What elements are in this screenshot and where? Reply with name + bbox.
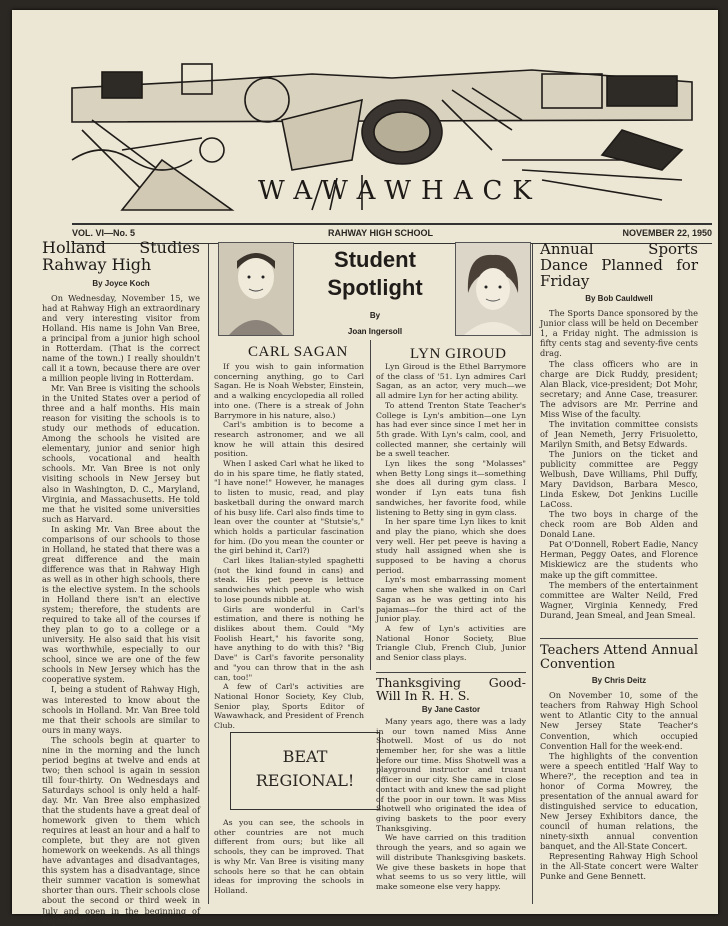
spotlight-by: By: [369, 311, 381, 320]
paragraph: On November 10, some of the teachers from Rahway High School went to Atlantic City to the annual New Jersey State Teacher's Convention, which occupied Convention Hall for the week-end.: [540, 690, 698, 751]
paragraph: Lyn's most embarrassing moment came when she walked in on Carl Sagan as he was getting into his pajamas—for the third act of the Junior play.: [376, 575, 526, 624]
paragraph: Many years ago, there was a lady in our town named Miss Anne Shotwell. Most of us do not remember her, for she was a little before our time. Miss Shotwell was a playground instructor and truant officer in our city. She came in close contact with and knew the sad plight of the poor in our town. It was Miss Shotwell who originated the idea of giving baskets to the poor every Thanksgiving.: [376, 716, 526, 833]
beat-line2: REGIONAL!: [255, 771, 355, 790]
article-lyn: [376, 362, 526, 663]
article-holland: [42, 238, 200, 926]
issue-date: NOVEMBER 22, 1950: [622, 228, 712, 238]
headline-thanksgiving: Thanksgiving Good-Will In R. H. S.: [376, 675, 526, 704]
paragraph: The members of the entertainment committee are Walter Neild, Fred Wagner, Virginia Kennedy, Fred Durand, Jean Smeal, and Jean Smeal.: [540, 579, 698, 620]
paragraph: Girls are wonderful in Carl's estimation, and there is nothing he dislikes about them. Could "My Foolish Heart," his favorite song, have anything to do with this? "Big Dave" is Carl's favorite personality and "you can throw that in the ash can, too!": [214, 604, 364, 682]
newspaper-page: [12, 10, 718, 926]
paragraph: Lyn Giroud is the Ethel Barrymore of the class of '51. Lyn admires Carl Sagan, as an actor, very much—we all admire Lyn for her acting ability.: [376, 362, 526, 401]
column-rule: [370, 340, 371, 670]
paragraph: The invitation committee consists of Jean Nemeth, Jerry Frisuoletto, Marilyn Smith, and Betsy Edwards.: [540, 418, 698, 449]
spotlight-author: Joan Ingersoll: [347, 327, 403, 336]
spotlight-title: [302, 246, 448, 338]
paragraph: In her spare time Lyn likes to knit and play the piano, which she does very well. Her pet peeve is having a study hall assigned when she is supposed to be having a chorus period.: [376, 517, 526, 575]
column-rule: [532, 244, 533, 904]
paragraph: We have carried on this tradition through the years, and so again we will distribute Thanksgiving baskets. We give these baskets in hope that what seems to us so very little, will make someone else very happy.: [376, 833, 526, 891]
carl-name-heading: CARL SAGAN: [248, 344, 348, 360]
school-name: RAHWAY HIGH SCHOOL: [328, 228, 434, 238]
paragraph: The schools begin at quarter to nine in the morning and the lunch period begins at twelve and ends at two; then school is again in session till four-thirty. On Wednesdays and Saturdays school is only held a half-day. Mr. Van Bree also emphasized that the students have a great deal of homework given to them which requires at least an hour and a half to complete, but they are not given homework on weekends. As all things have advantages and disadvantages, this system has a disadvantage, since their summer vacation is somewhat shorter than ours. Their schools close about the second or third week in July and open in the beginning of September.: [42, 734, 200, 926]
headline-holland: Holland Studies Rahway High: [42, 238, 200, 274]
section-rule: [376, 672, 526, 673]
article-teachers: [540, 644, 698, 881]
byline-sports-dance: By Bob Cauldwell: [585, 294, 653, 304]
paragraph: I, being a student of Rahway High, was interested to know about the schools in Holland. Mr. Van Bree told me that their schools are similar to ours in many ways.: [42, 684, 200, 735]
byline-teachers: By Chris Deitz: [591, 676, 647, 686]
byline-holland: By Joyce Koch: [92, 278, 150, 288]
paragraph: Representing Rahway High School in the All-State concert were Walter Punke and Gene Bennett.: [540, 851, 698, 882]
spotlight-title-line1: Student: [334, 247, 416, 272]
paragraph: The Sports Dance sponsored by the Junior class will be held on December 1, a Friday night. The admission is fifty cents stag and seventy-five cents drag.: [540, 308, 698, 359]
lyn-name-heading: LYN GIROUD: [410, 346, 507, 362]
paragraph: Carl likes Italian-styled spaghetti (not the kind found in cans) and steak. His pet peeve is lettuce sandwiches which people who wish to lose pounds nibble at.: [214, 556, 364, 604]
paragraph: The highlights of the convention were a speech entitled 'Half Way to Where?', the reception and tea in honor of Corma Mowrey, the presentation of the annual award for distinguished service to education, New Jersey Exhibitors dance, the council of human relations, the ninety-sixth annual convention banquet, and the All-State Concert.: [540, 750, 698, 852]
byline-thanksgiving: By Jane Castor: [421, 705, 481, 715]
paragraph: Lyn likes the song "Molasses" when Betty Long sings it—something she does all during gym class. I wonder if Lyn eats tuna fish sandwiches, her favorite food, while listening to Betty sing in gym class.: [376, 459, 526, 517]
paragraph: If you wish to gain information concerning anything, go to Carl Sagan. He is Noah Webster, Einstein, and a walking encyclopedia all rolled into one. (There is a streak of John Barrymore in his nature, also.): [214, 362, 364, 420]
section-rule: [540, 638, 698, 639]
paragraph: A few of Carl's activities are National Honor Society, Key Club, Senior play, Sports Editor of Wawawhack, and President of French Club.: [214, 682, 364, 731]
paragraph: To attend Trenton State Teacher's College is Lyn's ambition—one Lyn has had ever since since I met her in 5th grade. With Lyn's calm, cool, and collected manner, she certainly will be a swell teacher.: [376, 400, 526, 459]
paragraph: Carl's ambition is to become a research astronomer, and we all know he will attain this desired position.: [214, 420, 364, 459]
paragraph: Mr. Van Bree is visiting the schools in the United States over a period of three and a half months. His main reason for visiting the schools is to study our methods of education. Among the schools he visited are elementary, junior and senior high schools, vocational and health schools. Mr. Van Bree is not only visiting schools in New Jersey but also in Washington, D. C., Maryland, Virginia, and Massachusetts. He told me that he visited some universities such as Harvard.: [42, 383, 200, 524]
carl-photo: [218, 242, 294, 336]
article-sports-dance: [540, 242, 698, 620]
paragraph: In asking Mr. Van Bree about the comparisons of our schools to those in Holland, he stated that there was a great difference and the main difference was that in Rahway High as well as in other high schools, there is the elective system. In the schools in Holland there isn't an elective system; therefore, the students are required to take all of the courses if they plan to go to a college or a university. He also said that his visit was worthwhile, especially to our school, since we are one of the few schools in New Jersey which has the cooperative system.: [42, 523, 200, 685]
lyn-photo: [455, 242, 531, 336]
masthead: [62, 60, 702, 218]
holland-continued: [214, 818, 364, 896]
spotlight-title-line2: Spotlight: [327, 275, 423, 300]
masthead-title: WAWAWHACK: [258, 176, 542, 206]
paragraph: Pat O'Donnell, Robert Eadie, Nancy Herman, Peggy Oates, and Florence Miskiewicz are the students who make up the gift committee.: [540, 539, 698, 580]
paragraph: As you can see, the schools in other countries are not much different from ours; but like all schools, they can be improved. That is why Mr. Van Bree is visiting many schools here so that he can obtain ideas for improving the schools in Holland.: [214, 818, 364, 895]
paragraph: When I asked Carl what he liked to do in his spare time, he flatly stated, "I have none!" However, he manages to listen to music, read, and play basketball during the onward march of his busy life. Carl also finds time to lean over the counter at "Stutsie's," which holds a particular fascination for him. (Do you mean the counter or the girl behind it, Carl?): [214, 459, 364, 556]
paragraph: A few of Lyn's activities are National Honor Society, Blue Triangle Club, French Club, Junior and Senior class plays.: [376, 623, 526, 663]
paragraph: On Wednesday, November 15, we had at Rahway High an extraordinary and very interesting visitor from Holland. His name is John Van Bree, a principal from a junior high school in Rotterdam. (That is the correct name of the town.) I really shouldn't call it a town, because there are over a million people living in Rotterdam.: [42, 292, 200, 384]
paragraph: The class officers who are in charge are Dick Ruddy, president; Alan Black, vice-president; Dot Mohr, secretary; and Anne Case, treasurer. The advisors are Mr. Perrine and Miss Wise of the faculty.: [540, 358, 698, 419]
column-rule: [208, 244, 209, 904]
article-thanksgiving: [376, 676, 526, 892]
paragraph: The Juniors on the ticket and publicity committee are Peggy Welbush, Dave Williams, Phil Duffy, Mary Davidson, Barbara Mesco, Linda Eskew, Dot Jenkins Lucille LaCoss.: [540, 448, 698, 510]
volume-number: VOL. VI—No. 5: [72, 228, 136, 238]
headline-sports-dance: Annual Sports Dance Planned for Friday: [540, 240, 698, 290]
paragraph: The two boys in charge of the check room are Bob Alden and Donald Lane.: [540, 509, 698, 540]
article-carl: [214, 362, 364, 731]
beat-regional-box: [230, 732, 380, 810]
beat-line1: BEAT: [282, 747, 328, 766]
headline-teachers: Teachers Attend Annual Convention: [540, 643, 699, 672]
